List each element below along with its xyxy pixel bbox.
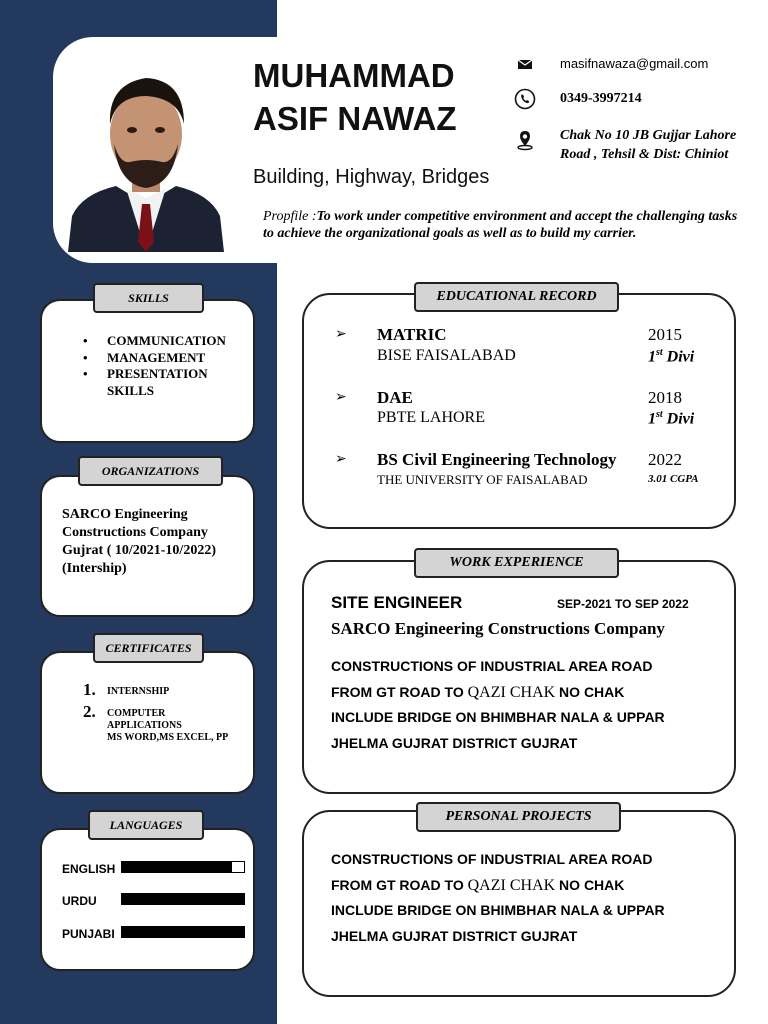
- job-subtitle: Building, Highway, Bridges: [253, 166, 490, 188]
- organizations-text: SARCO Engineering Constructions Company Gujrat ( 10/2021-10/2022) (Intership): [62, 507, 216, 576]
- certificates-tab: CERTIFICATES: [93, 633, 204, 663]
- job-dates: SEP-2021 TO SEP 2022: [557, 597, 689, 611]
- certificate-detail: MS WORD,MS EXCEL, PP: [107, 732, 229, 743]
- certificate-item: [83, 702, 229, 744]
- skill-item: • PRESENTATION SKILLS: [83, 366, 217, 399]
- certificate-label: INTERNSHIP: [107, 686, 170, 697]
- grade-value: 1: [648, 348, 656, 366]
- skill-item: • MANAGEMENT: [83, 350, 226, 367]
- description-line: [331, 924, 711, 950]
- name-line-1: MUHAMMAD: [253, 57, 455, 94]
- education-institution: PBTE LAHORE: [377, 409, 485, 426]
- description-text: NO CHAK: [555, 683, 625, 700]
- description-text: FROM GT ROAD TO: [331, 876, 468, 893]
- description-line: [331, 731, 711, 757]
- language-label: PUNJABI: [62, 927, 115, 941]
- languages-tab: LANGUAGES: [88, 810, 204, 840]
- phone-text: 0349-3997214: [560, 91, 642, 106]
- description-line: [331, 680, 711, 706]
- certificate-number: 1.: [83, 680, 96, 699]
- education-tab: EDUCATIONAL RECORD: [414, 282, 619, 312]
- grade-suffix: Divi: [662, 348, 695, 366]
- education-degree: ➢ MATRIC: [355, 325, 447, 345]
- education-institution: BISE FAISALABAD: [377, 347, 516, 364]
- description-text: INCLUDE BRIDGE ON BHIMBHAR NALA & UPPAR: [331, 902, 665, 918]
- description-text: FROM GT ROAD TO: [331, 683, 468, 700]
- language-level-bar: [121, 926, 245, 938]
- address-text: Chak No 10 JB Gujjar Lahore Road , Tehsil & Dist: Chiniot: [560, 128, 737, 162]
- job-title: SITE ENGINEER: [331, 593, 463, 612]
- certificates-list: [83, 680, 229, 744]
- language-level-fill: [122, 927, 244, 937]
- description-text: JHELMA GUJRAT DISTRICT GUJRAT: [331, 734, 578, 751]
- education-institution: THE UNIVERSITY OF FAISALABAD: [377, 472, 588, 487]
- education-year: 2015: [648, 325, 682, 344]
- language-level-bar: [121, 893, 245, 905]
- grade-superscript: st: [656, 409, 663, 420]
- language-label: URDU: [62, 894, 97, 908]
- description-place: QAZI CHAK: [467, 683, 556, 701]
- grade-suffix: Divi: [662, 410, 695, 428]
- phone-icon: [513, 87, 537, 111]
- description-text: NO CHAK: [555, 876, 625, 893]
- profile-label: Propfile :: [263, 209, 317, 224]
- grade-superscript: st: [656, 347, 663, 358]
- education-grade: [648, 347, 694, 366]
- certificate-label: COMPUTER APPLICATIONS: [107, 708, 182, 731]
- description-text: INCLUDE BRIDGE ON BHIMBHAR NALA & UPPAR: [331, 709, 665, 725]
- description-line: [331, 873, 711, 899]
- description-text: CONSTRUCTIONS OF INDUSTRIAL AREA ROAD: [331, 851, 653, 867]
- language-level-fill: [122, 862, 232, 872]
- education-year: 2018: [648, 388, 682, 407]
- skills-tab: SKILLS: [93, 283, 204, 313]
- description-text: JHELMA GUJRAT DISTRICT GUJRAT: [331, 927, 578, 944]
- name-line-2: ASIF NAWAZ: [253, 100, 457, 137]
- email-text: masifnawaza@gmail.com: [560, 56, 709, 71]
- job-company: SARCO Engineering Constructions Company: [331, 619, 665, 638]
- envelope-icon: [513, 52, 537, 76]
- language-level-bar: [121, 861, 245, 873]
- certificate-item: [83, 680, 227, 699]
- language-level-fill: [122, 894, 244, 904]
- description-line: [331, 654, 711, 680]
- skills-list: [83, 333, 226, 399]
- education-year: 2022: [648, 450, 682, 469]
- profile-summary: [263, 208, 743, 242]
- organizations-tab: ORGANIZATIONS: [78, 456, 223, 486]
- education-grade: [648, 409, 694, 428]
- description-text: CONSTRUCTIONS OF INDUSTRIAL AREA ROAD: [331, 658, 653, 674]
- map-pin-icon: [513, 128, 537, 152]
- grade-value: 3.01 CGPA: [648, 473, 699, 485]
- education-degree: ➢ DAE: [355, 388, 413, 408]
- description-line: [331, 898, 711, 924]
- work-experience-tab: WORK EXPERIENCE: [414, 548, 619, 578]
- profile-photo: [68, 66, 224, 252]
- description-line: [331, 705, 711, 731]
- description-line: [331, 847, 711, 873]
- projects-description: [331, 847, 711, 949]
- language-label: ENGLISH: [62, 862, 116, 876]
- education-degree: ➢ BS Civil Engineering Technology: [355, 450, 616, 470]
- education-grade: [648, 473, 699, 485]
- work-description: [331, 654, 711, 756]
- grade-value: 1: [648, 410, 656, 428]
- certificate-number: 2.: [83, 702, 96, 721]
- personal-projects-tab: PERSONAL PROJECTS: [416, 802, 621, 832]
- full-name: [253, 54, 457, 140]
- profile-text: To work under competitive environment and accept the challenging tasks to achieve the organizational goals as well as to build my carrier.: [263, 209, 738, 241]
- description-place: QAZI CHAK: [467, 876, 556, 894]
- skill-item: • COMMUNICATION: [83, 333, 226, 350]
